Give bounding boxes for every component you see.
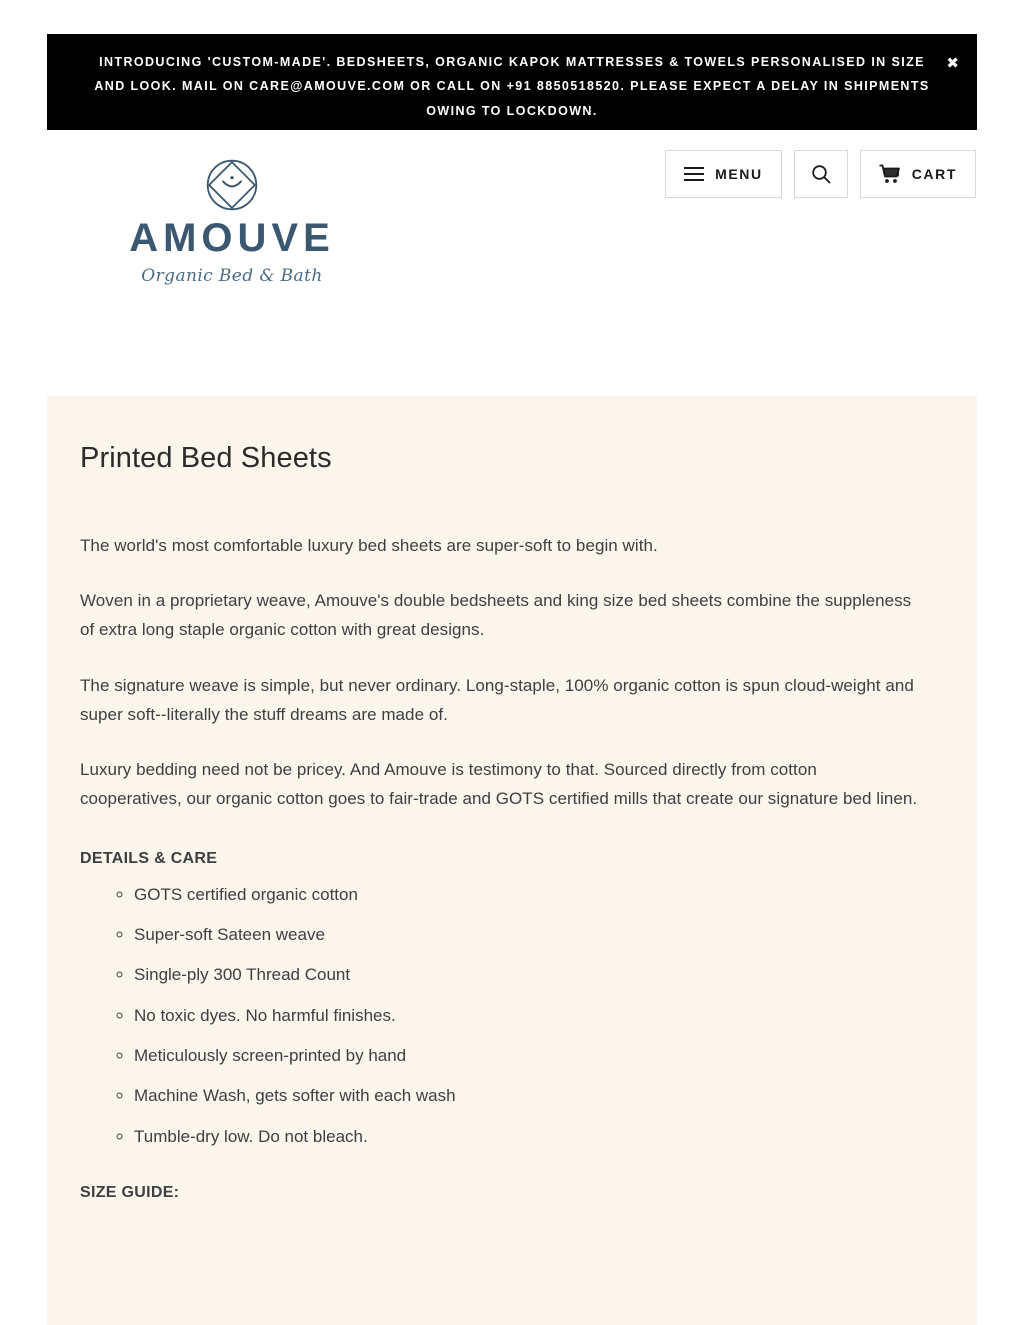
shopping-cart-icon [879, 164, 901, 184]
page-title: Printed Bed Sheets [80, 442, 332, 474]
list-item: ◦ Machine Wash, gets softer with each wash [134, 1083, 921, 1109]
main-content-card [47, 396, 977, 1325]
list-item: ◦ GOTS certified organic cotton [134, 882, 921, 908]
hamburger-menu-icon [684, 167, 704, 181]
details-care-heading: DETAILS & CARE [80, 849, 218, 867]
search-button[interactable] [794, 150, 848, 198]
list-item: ◦ Single-ply 300 Thread Count [134, 962, 921, 988]
announcement-bar [47, 34, 977, 141]
cart-button[interactable] [860, 150, 976, 198]
list-item: ◦ Super-soft Sateen weave [134, 922, 921, 948]
size-guide-heading: SIZE GUIDE: [80, 1184, 180, 1202]
close-icon[interactable]: ✖ [942, 52, 963, 75]
weave-paragraph: Woven in a proprietary weave, Amouve's double bedsheets and king size bed sheets combine the suppleness of extra long staple organic cotton with great designs. [80, 591, 912, 640]
search-icon [811, 164, 831, 184]
content-inner [80, 442, 921, 1202]
diamond-circle-logo-icon [205, 158, 259, 212]
logo-tagline: Organic Bed & Bath [141, 266, 323, 286]
list-item: ◦ Tumble-dry low. Do not bleach. [134, 1124, 921, 1150]
list-item: ◦ No toxic dyes. No harmful finishes. [134, 1003, 921, 1029]
sourcing-paragraph: Luxury bedding need not be pricey. And Amouve is testimony to that. Sourced directly from cotton cooperatives, our organic cotton goes to fair-trade and GOTS certified mills that create our signature bed linen. [80, 760, 918, 809]
logo-wordmark: AMOUVE [129, 216, 335, 260]
intro-paragraph: The world's most comfortable luxury bed sheets are super-soft to begin with. [80, 536, 658, 555]
details-list [80, 882, 921, 1150]
announcement-text: INTRODUCING 'CUSTOM-MADE'. BEDSHEETS, ORGANIC KAPOK MATTRESSES & TOWELS PERSONALISED IN SIZE AND LOOK. MAIL ON CARE@AMOUVE.COM OR CALL ON +91 8850518520. PLEASE EXPECT A DELAY IN SHIPMENTS OWING TO LOCKDOWN. [94, 55, 930, 118]
signature-paragraph: The signature weave is simple, but never ordinary. Long-staple, 100% organic cotton is spun cloud-weight and super soft--literally the stuff dreams are made of. [80, 675, 914, 724]
site-header [0, 130, 1024, 385]
cart-button-label: CART [911, 166, 957, 182]
menu-button-label: MENU [715, 166, 763, 182]
site-logo[interactable] [112, 158, 352, 286]
header-actions [665, 150, 976, 198]
menu-button[interactable] [665, 150, 782, 198]
list-item: ◦ Meticulously screen-printed by hand [134, 1043, 921, 1069]
